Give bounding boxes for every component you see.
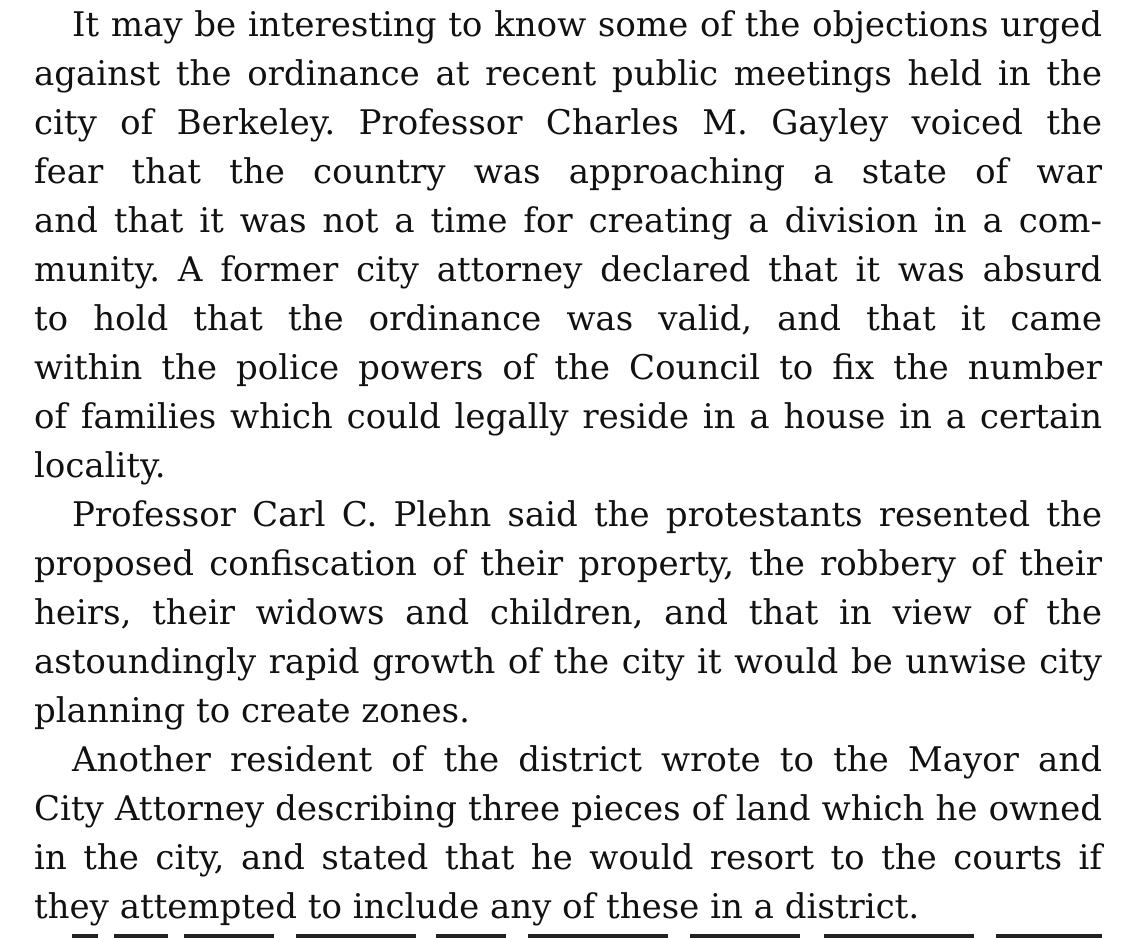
paragraph-line: they attempted to include any of these in a district. bbox=[34, 887, 920, 927]
paragraph-line: Professor Carl C. Plehn said the protestants resented the bbox=[72, 495, 1102, 535]
paragraph-line: within the police powers of the Council to fix the number bbox=[34, 348, 1102, 388]
paragraph-line: City Attorney describing three pieces of land which he owned bbox=[34, 789, 1102, 829]
paragraph-line: fear that the country was approaching a state of war bbox=[34, 152, 1102, 192]
paragraph-line: planning to create zones. bbox=[34, 691, 470, 731]
paragraph-line: munity. A former city attorney declared that it was absurd bbox=[34, 250, 1102, 290]
paragraph-line: in the city, and stated that he would resort to the courts if bbox=[34, 838, 1102, 878]
paragraph-line: heirs, their widows and children, and that in view of the bbox=[34, 593, 1102, 633]
clipped-next-line bbox=[34, 930, 1102, 938]
paragraph-line: of families which could legally reside in a house in a certain bbox=[34, 397, 1102, 437]
paragraph-line: to hold that the ordinance was valid, and that it came bbox=[34, 299, 1102, 339]
paragraph-line: locality. bbox=[34, 446, 166, 486]
paragraph-line: Another resident of the district wrote to the Mayor and bbox=[72, 740, 1102, 780]
document-page bbox=[34, 0, 1102, 938]
paragraph-line: city of Berkeley. Professor Charles M. Gayley voiced the bbox=[34, 103, 1102, 143]
paragraph-line: astoundingly rapid growth of the city it would be unwise city bbox=[34, 642, 1102, 682]
paragraph-line: It may be interesting to know some of the objections urged bbox=[72, 5, 1102, 45]
paragraph-line: and that it was not a time for creating a division in a com- bbox=[34, 201, 1102, 241]
paragraph-line: proposed confiscation of their property, the robbery of their bbox=[34, 544, 1102, 584]
paragraph-line: against the ordinance at recent public meetings held in the bbox=[34, 54, 1102, 94]
